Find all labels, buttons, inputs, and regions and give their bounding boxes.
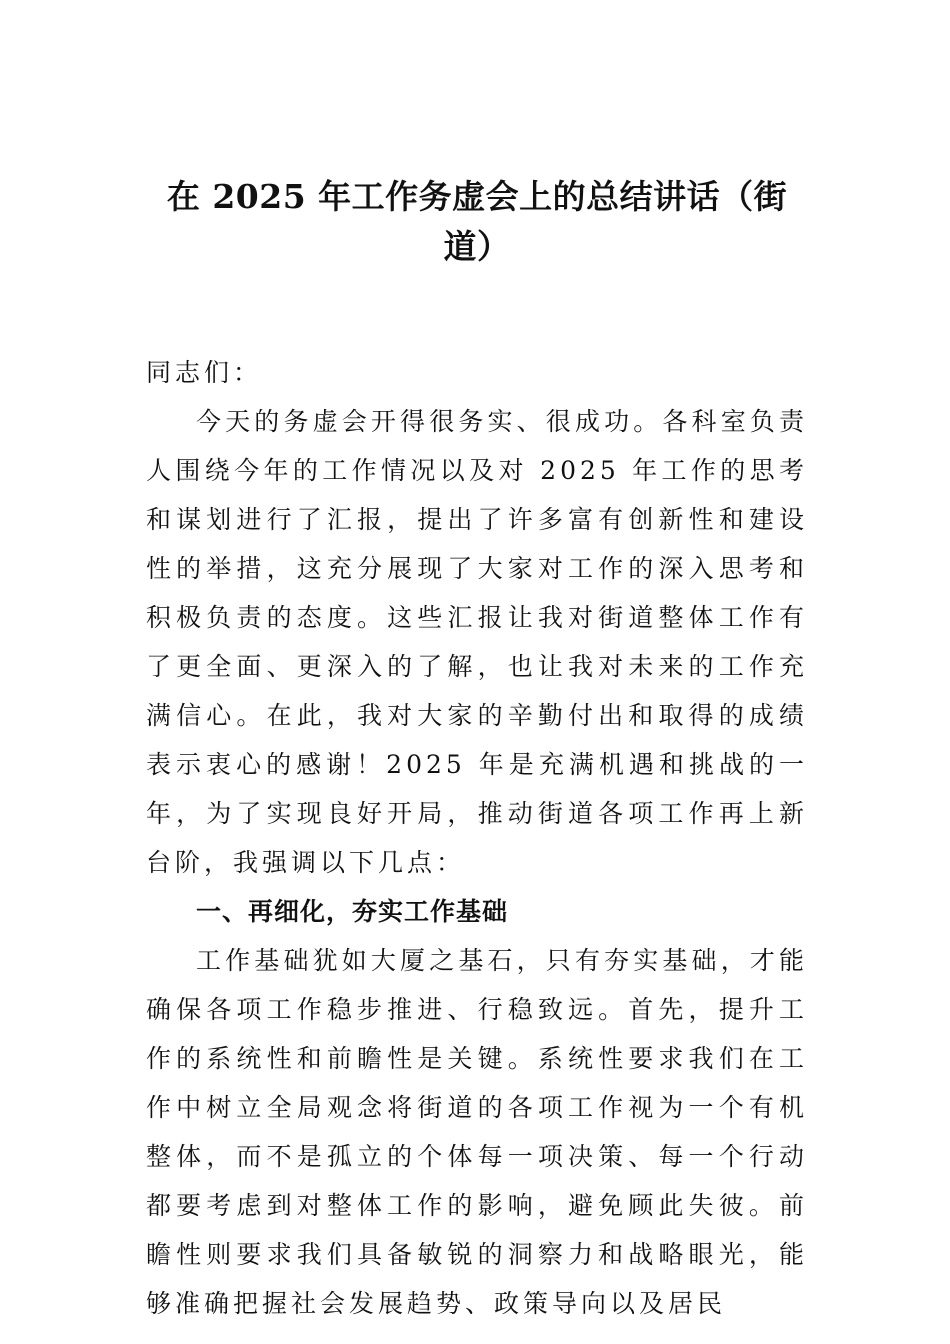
document-title: 在 2025 年工作务虚会上的总结讲话（街道） [166, 177, 788, 266]
salutation: 同志们： [146, 358, 263, 387]
intro-paragraph: 今天的务虚会开得很务实、很成功。各科室负责人围绕今年的工作情况以及对 2025 年工作的思考和谋划进行了汇报，提出了许多富有创新性和建设性的举措，这充分展现了大家对工作的深入思考和积极负责的态度。这些汇报让我对街道整体工作有了更全面、更深入的了解，也让我对未来的工作充满信心。在此，我对大家的辛勤付出和取得的成绩表示衷心的感谢！2025 年是充满机遇和挑战的一年，为了实现良好开局，推动街道各项工作再上新台阶，我强调以下几点： [146, 407, 808, 877]
section-paragraph: 工作基础犹如大厦之基石，只有夯实基础，才能确保各项工作稳步推进、行稳致远。首先，提升工作的系统性和前瞻性是关键。系统性要求我们在工作中树立全局观念将街道的各项工作视为一个有机整体，而不是孤立的个体每一项决策、每一个行动都要考虑到对整体工作的影响，避免顾此失彼。前瞻性则要求我们具备敏锐的洞察力和战略眼光，能够准确把握社会发展趋势、政策导向以及居民 [146, 946, 808, 1318]
document-page [146, 0, 808, 1344]
document-body [146, 348, 808, 1328]
section-heading: 一、再细化，夯实工作基础 [196, 897, 509, 926]
